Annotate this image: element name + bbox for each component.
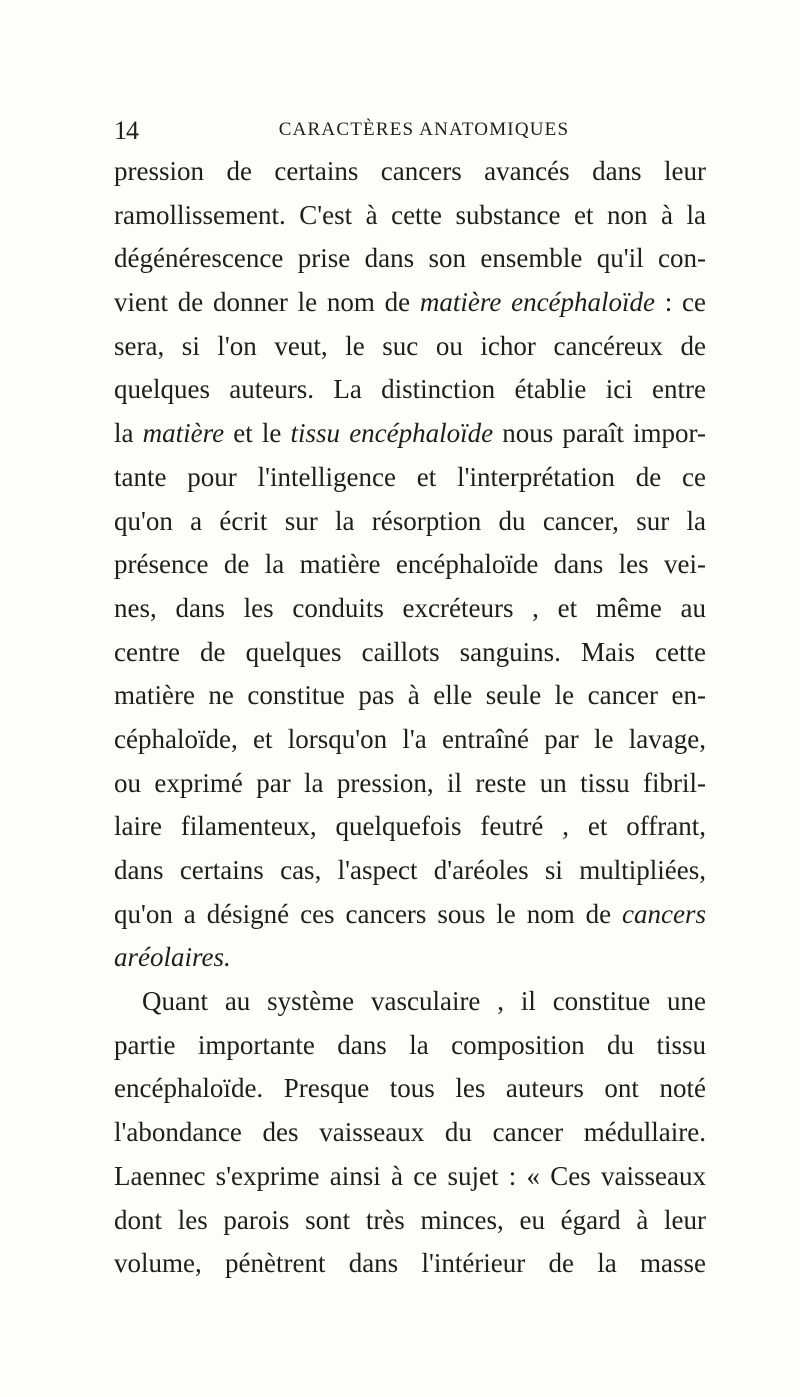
text-line [114, 412, 706, 456]
text-span: : ce [655, 287, 706, 318]
text-line: céphaloïde, et lorsqu'on l'a entraîné par le lavage, [114, 723, 706, 754]
paragraph-start-line: Quant au système vasculaire , il constitue une [142, 986, 706, 1017]
text-line: pression de certains cancers avancés dans leur [114, 156, 706, 186]
italic-term: aréolaires. [114, 942, 231, 973]
text-line: encéphaloïde. Presque tous les auteurs ont noté [114, 1073, 706, 1104]
body-text [114, 150, 706, 1286]
page-number: 14 [114, 116, 138, 145]
italic-term: matière [142, 418, 225, 449]
text-line: Laennec s'exprime ainsi à ce sujet : « Ces vaisseaux [114, 1160, 706, 1191]
text-line [114, 281, 706, 325]
text-span: nous paraît impor- [493, 418, 706, 449]
text-line: présence de la matière encéphaloïde dans les vei- [114, 549, 706, 580]
text-line: ou exprimé par la pression, il reste un tissu fibril- [114, 767, 706, 798]
text-line [114, 893, 706, 937]
text-line: qu'on a écrit sur la résorption du cancer, sur la [114, 505, 706, 536]
text-line: ramollissement. C'est à cette substance et non à la [114, 199, 706, 230]
text-span: qu'on a désigné ces cancers sous le nom de [114, 898, 623, 929]
text-span: vient de donner le nom de [114, 287, 420, 318]
text-span: la [114, 418, 143, 449]
text-line: matière ne constitue pas à elle seule le cancer en- [114, 680, 706, 711]
text-line: dégénérescence prise dans son ensemble qu'il con- [114, 243, 706, 274]
text-line: laire filamenteux, quelquefois feutré , et offrant, [114, 811, 706, 842]
text-line: volume, pénètrent dans l'intérieur de la masse [114, 1248, 706, 1279]
running-title: CARACTÈRES ANATOMIQUES [278, 119, 570, 140]
text-line: quelques auteurs. La distinction établie ici entre [114, 374, 706, 405]
text-span: et le [224, 418, 291, 449]
text-line: dont les parois sont très minces, eu égard à leur [114, 1204, 706, 1235]
text-line: l'abondance des vaisseaux du cancer médullaire. [114, 1117, 706, 1148]
running-head [114, 116, 704, 146]
italic-term: matière encéphaloïde [419, 287, 656, 318]
text-line: nes, dans les conduits excréteurs , et même au [114, 592, 706, 623]
text-line: centre de quelques caillots sanguins. Mais cette [114, 636, 706, 667]
italic-term: tissu encéphaloïde [290, 418, 494, 449]
text-line: dans certains cas, l'aspect d'aréoles si multipliées, [114, 855, 706, 885]
text-line [114, 936, 706, 980]
text-line: tante pour l'intelligence et l'interprétation de ce [114, 461, 706, 492]
italic-term: cancers [622, 898, 706, 929]
text-line: partie importante dans la composition du tissu [114, 1029, 706, 1060]
text-line: sera, si l'on veut, le suc ou ichor cancéreux de [114, 330, 706, 361]
